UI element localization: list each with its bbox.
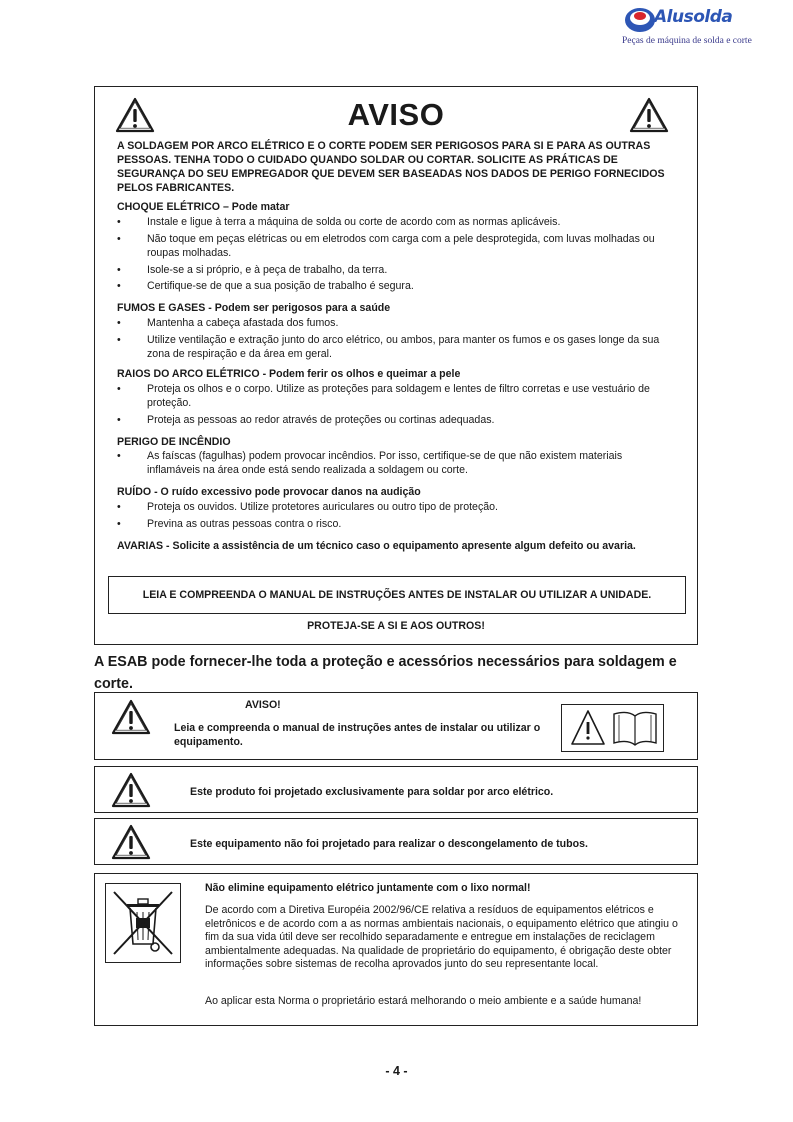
disposal-title: Não elimine equipamento elétrico juntamente com o lixo normal! [205,882,531,894]
notice-text: Este produto foi projetado exclusivamente para soldar por arco elétrico. [190,786,554,798]
bullet-item: • Utilize ventilação e extração junto do arco elétrico, ou ambos, para manter os fumos e os gases longe da sua zona de respiração e da área em geral. [117,334,660,360]
breakdown-note: AVARIAS - Solicite a assistência de um técnico caso o equipamento apresente algum defeito ou avaria. [117,540,636,552]
logo-wordmark: Alusolda [654,7,733,27]
warning-book-icon [562,705,663,751]
section-title-noise: RUÍDO - O ruído excessivo pode provocar danos na audição [117,486,421,498]
brand-logo [622,4,752,48]
bullet-item: • As faíscas (fagulhas) podem provocar incêndios. Por isso, certifique-se de que não existem materiais inflamáveis na área onde está sendo realizada a soldagem ou corte. [117,450,623,476]
notice-title: AVISO! [245,699,281,711]
bullet-item: • Previna as outras pessoas contra o risco. [117,518,342,530]
notice-text: Leia e compreenda o manual de instruções antes de instalar ou utilizar o equipamento. [174,722,541,748]
bullet-item: • Instale e ligue à terra a máquina de solda ou corte de acordo com as normas aplicáveis. [117,216,561,228]
bullet-item: • Proteja as pessoas ao redor através de proteções ou cortinas adequadas. [117,414,495,426]
section-title-electric-shock: CHOQUE ELÉTRICO – Pode matar [117,201,290,213]
section-title-fumes: FUMOS E GASES - Podem ser perigosos para a saúde [117,302,391,314]
notice-box-arc-only [94,766,698,813]
disposal-paragraph: De acordo com a Diretiva Européia 2002/96/CE relativa a resíduos de equipamentos elétricos e eletrônicos e de acordo com a as normas ambientais nacionais, o equipamento elétrico que atingiu o fim da sua vida útil deve ser recolhido separadamente e entregue em instalações de reciclagem ambientalmente adequadas. Na qualidade de proprietário do equipamento, é obrigação deste obter informações sobre sistemas de recolha aprovados junto do seu representante local. [205,904,678,970]
page-number: - 4 - [385,1064,408,1078]
notice-box-pipe-thawing [94,818,698,865]
bullet-item: • Certifique-se de que a sua posição de trabalho é segura. [117,280,414,292]
bullet-item: • Não toque em peças elétricas ou em eletrodos com carga com a pele desprotegida, com luvas molhadas ou roupas molhadas. [117,233,655,259]
read-manual-box: LEIA E COMPREENDA O MANUAL DE INSTRUÇÕES ANTES DE INSTALAR OU UTILIZAR A UNIDADE. [108,576,686,614]
bullet-item: • Mantenha a cabeça afastada dos fumos. [117,317,339,329]
weee-symbol [105,883,181,963]
disposal-box [94,873,698,1026]
warning-title: AVISO [347,97,445,132]
crossed-bin-icon [106,884,180,962]
section-title-fire: PERIGO DE INCÊNDIO [117,436,231,448]
section-title-arc-rays: RAIOS DO ARCO ELÉTRICO - Podem ferir os olhos e queimar a pele [117,368,461,380]
protect-slogan: PROTEJA-SE A SI E AOS OUTROS! [307,620,485,632]
bullet-item: • Isole-se a si próprio, e à peça de trabalho, da terra. [117,264,388,276]
esab-note: A ESAB pode fornecer-lhe toda a proteção e acessórios necessários para soldagem e corte. [94,654,677,692]
bullet-item: • Proteja os ouvidos. Utilize protetores auriculares ou outro tipo de proteção. [117,501,498,513]
notice-box-manual [94,692,698,760]
warning-triangle-icon [111,824,151,860]
disposal-paragraph: Ao aplicar esta Norma o proprietário estará melhorando o meio ambiente e a saúde humana! [205,995,642,1007]
read-manual-pictogram [561,704,664,752]
warning-intro: A SOLDAGEM POR ARCO ELÉTRICO E O CORTE PODEM SER PERIGOSOS PARA SI E PARA AS OUTRAS PESSOAS. TENHA TODO O CUIDADO QUANDO SOLDAR OU CORTAR. SOLICITE AS PRÁTICAS DE SEGURANÇA DO SEU EMPREGADOR QUE DEVEM SER BASEADAS NOS DADOS DE PERIGO FORNECIDOS PELOS FABRICANTES. [117,140,665,194]
bullet-item: • Proteja os olhos e o corpo. Utilize as proteções para soldagem e lentes de filtro corretas e use vestuário de proteção. [117,383,650,409]
notice-text: Este equipamento não foi projetado para realizar o descongelamento de tubos. [190,838,588,850]
warning-triangle-icon [111,699,151,735]
warning-box [94,86,698,645]
warning-triangle-icon [111,772,151,808]
logo-mark-icon [624,6,656,34]
logo-tagline: Peças de máquina de solda e corte [622,36,752,46]
